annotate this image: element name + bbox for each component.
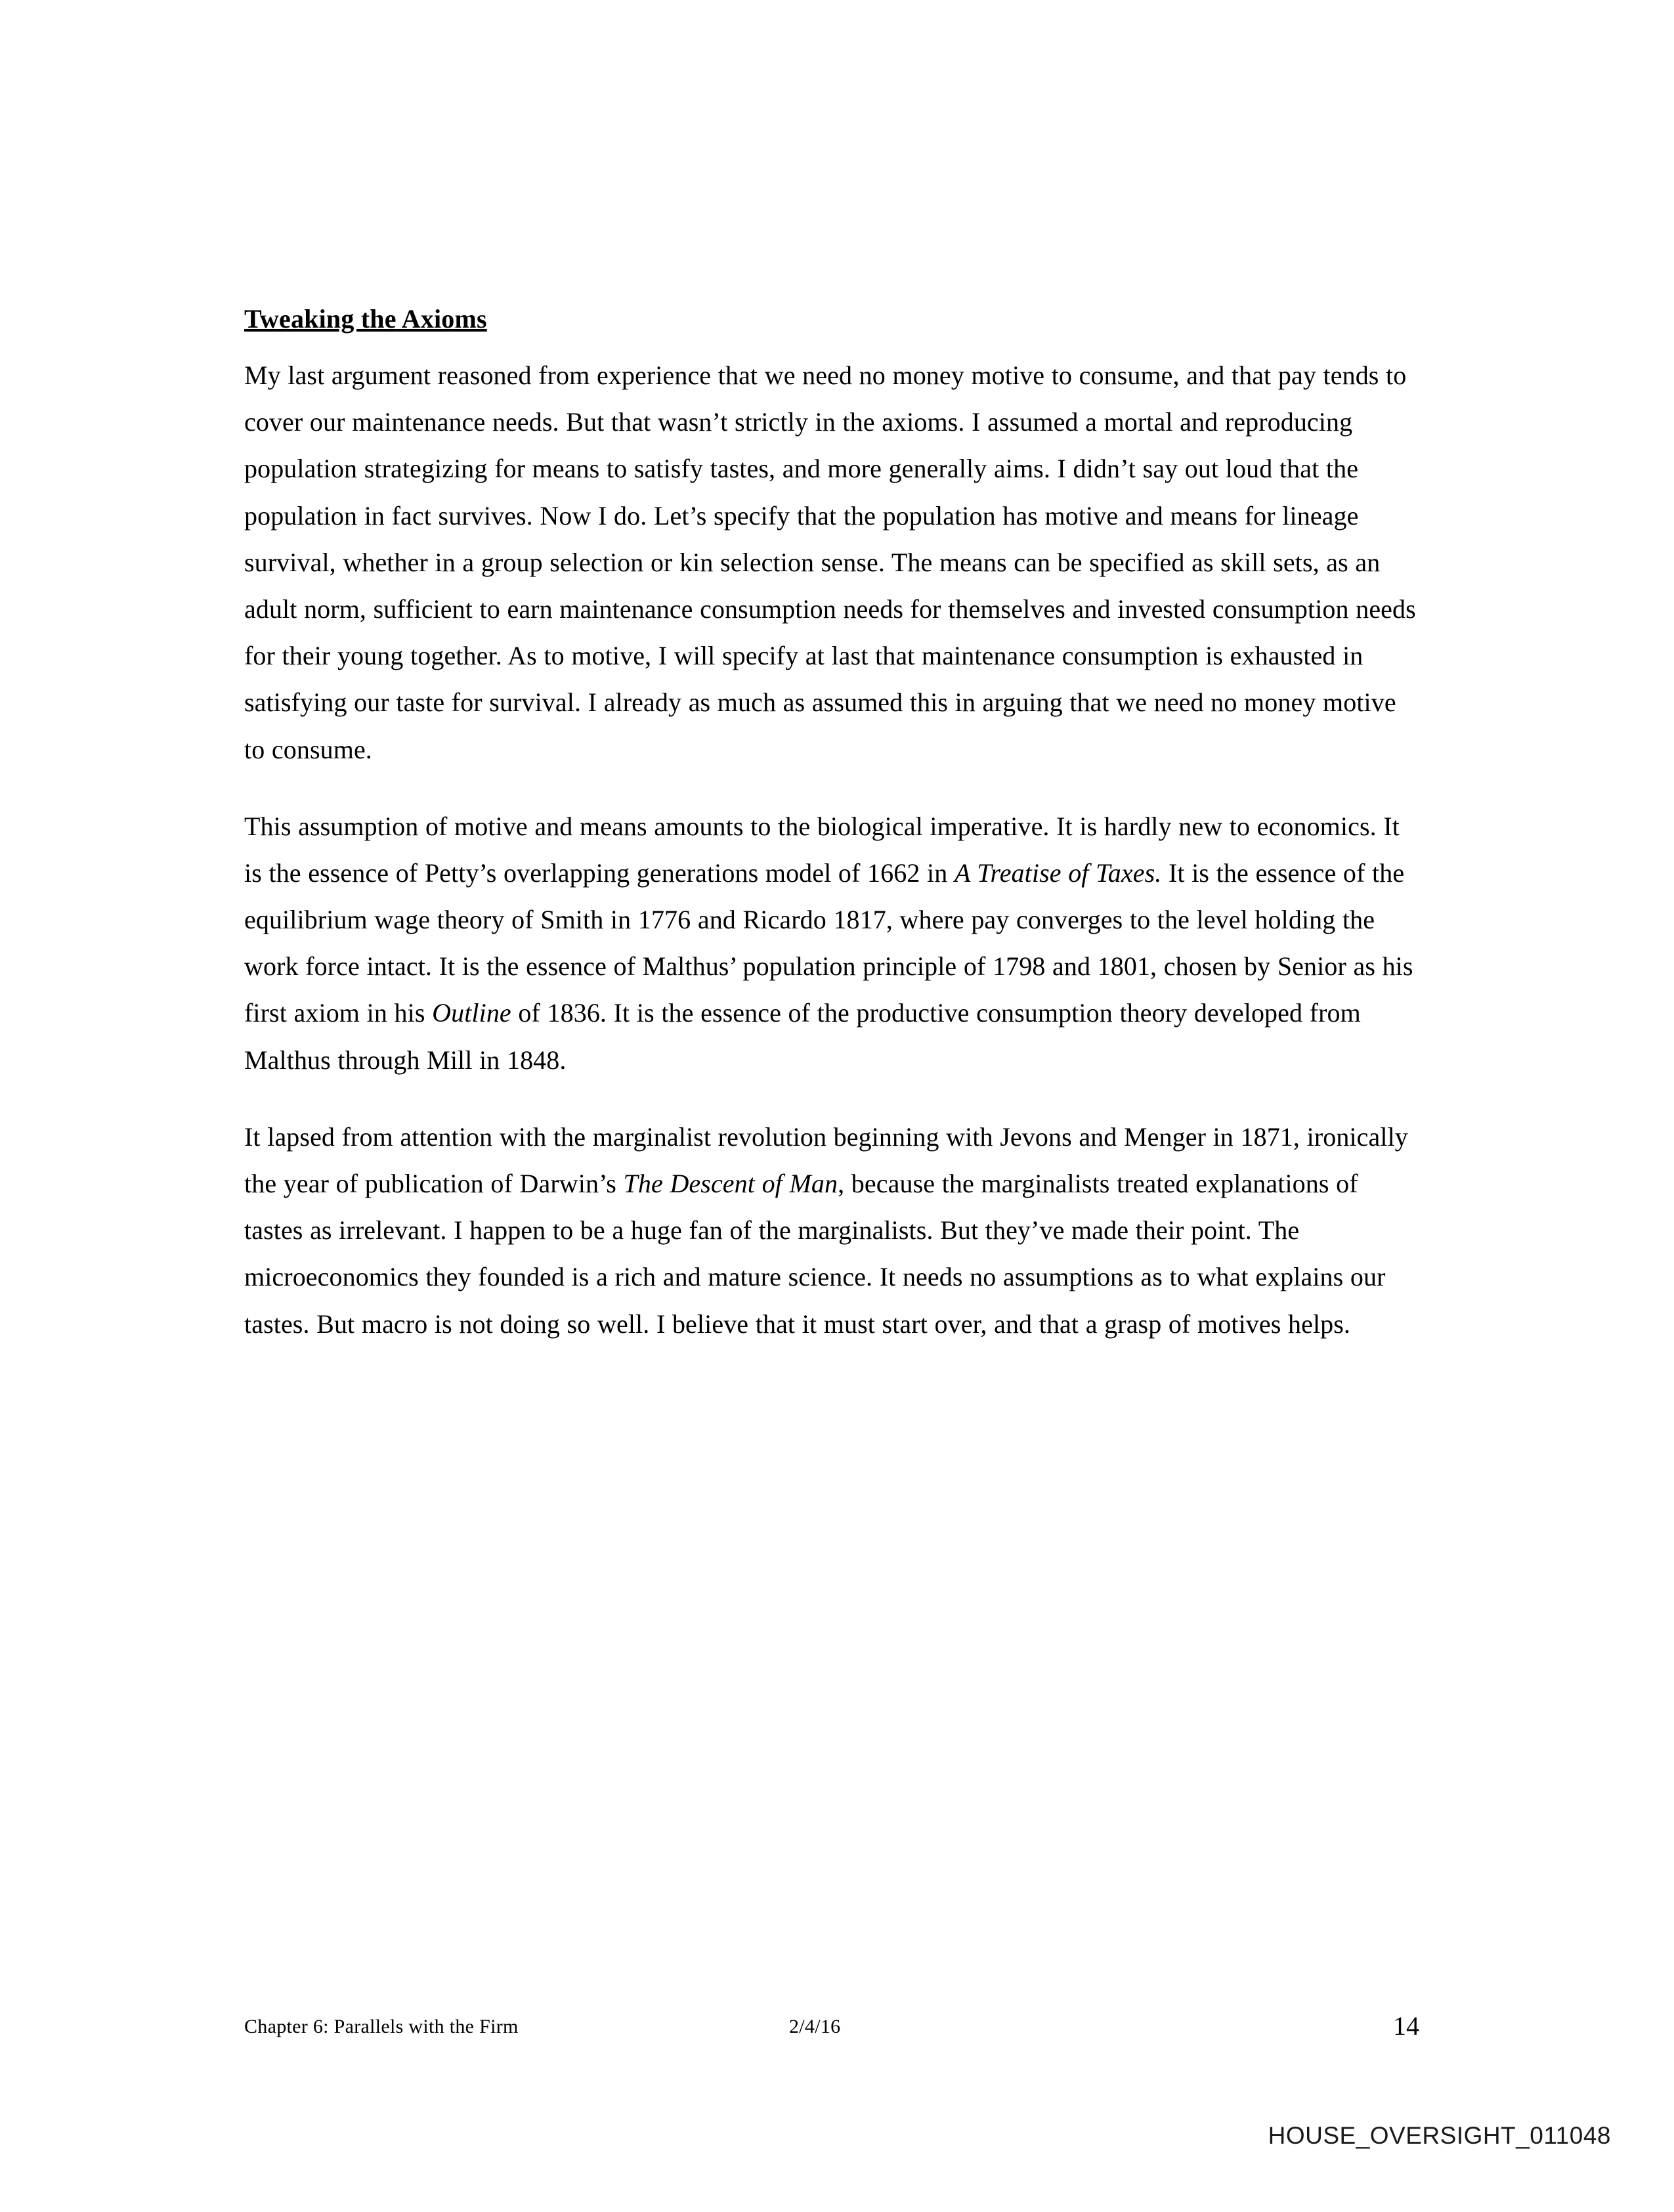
- text-run: , because the marginalists treated explanations of tastes as irrelevant. I happen to be a huge fan of the marginalists. But they’ve made their point. The microeconomics they founded is a rich and mature science. It needs no assumptions as to what explains our tastes. But macro is not doing so well. I believe that it must start over, and that a grasp of motives helps.: [244, 1169, 1386, 1339]
- paragraph-1: [244, 352, 1419, 773]
- bates-stamp: HOUSE_OVERSIGHT_011048: [1268, 2122, 1611, 2149]
- text-run: My last argument reasoned from experience that we need no money motive to consume, and that pay tends to cover our maintenance needs. But that wasn’t strictly in the axioms. I assumed a mortal and reproducing population strategizing for means to satisfy tastes, and more generally aims. I didn’t say out loud that the population in fact survives. Now I do. Let’s specify that the population has motive and means for lineage survival, whether in a group selection or kin selection sense. The means can be specified as skill sets, as an adult norm, sufficient to earn maintenance consumption needs for themselves and invested consumption needs for their young together. As to motive, I will specify at last that maintenance consumption is exhausted in satisfying our taste for survival. I already as much as assumed this in arguing that we need no money motive to consume.: [244, 360, 1416, 764]
- italic-title: A Treatise of Taxes.: [954, 857, 1162, 888]
- footer-chapter-label: Chapter 6: Parallels with the Firm: [244, 2016, 519, 2037]
- page-number: 14: [1393, 2011, 1419, 2041]
- page-footer: [244, 2011, 1419, 2042]
- italic-title: Outline: [432, 998, 511, 1028]
- paragraph-2: [244, 803, 1419, 1083]
- paragraph-3: [244, 1114, 1419, 1347]
- italic-title: The Descent of Man: [623, 1169, 838, 1198]
- section-heading: Tweaking the Axioms: [244, 304, 487, 334]
- text-run: of 1836. It is the essence of the productive consumption theory developed from Malthus through Mill in 1848.: [244, 998, 1361, 1075]
- text-run: It lapsed from attention with the marginalist revolution beginning with Jevons and Menger in 1871, ironically the year of publication of Darwin’s: [244, 1121, 1408, 1198]
- text-run: This assumption of motive and means amounts to the biological imperative. It is hardly new to economics. It is the essence of Petty’s overlapping generations model of 1662 in: [244, 811, 1400, 888]
- text-run: It is the essence of the equilibrium wage theory of Smith in 1776 and Ricardo 1817, where pay converges to the level holding the work force intact. It is the essence of Malthus’ population principle of 1798 and 1801, chosen by Senior as his first axiom in his: [244, 857, 1413, 1028]
- footer-date-label: 2/4/16: [789, 2016, 841, 2037]
- document-body: [244, 302, 1419, 1347]
